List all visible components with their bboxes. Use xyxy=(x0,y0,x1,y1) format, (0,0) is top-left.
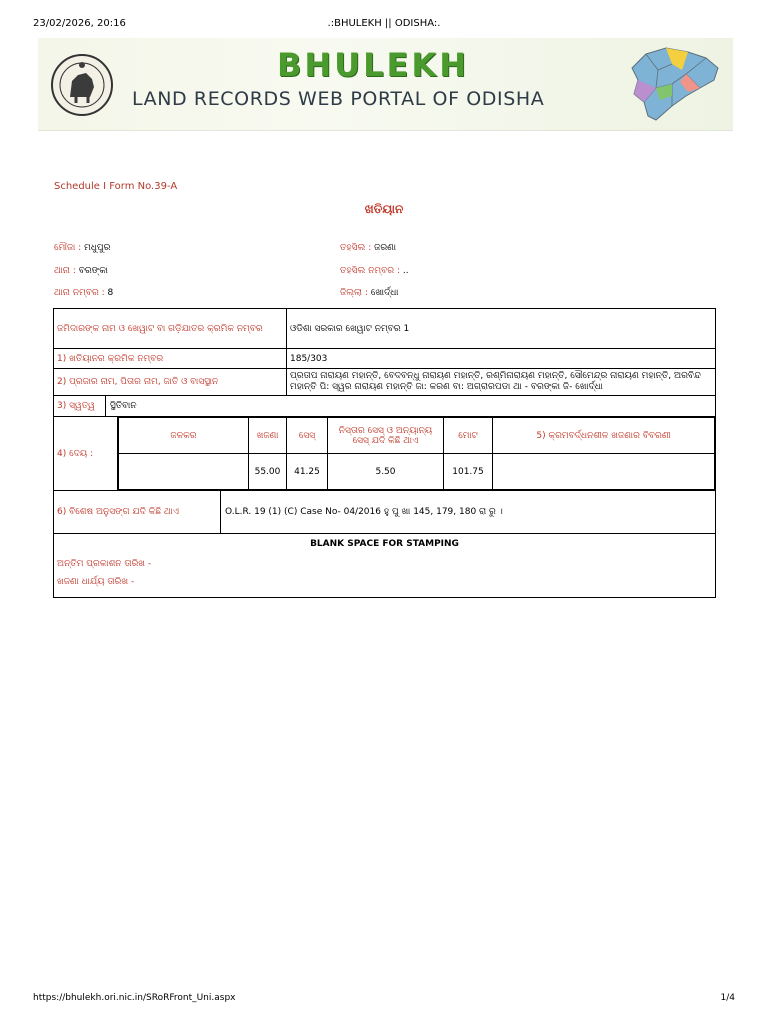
portal-banner xyxy=(38,38,733,131)
tahasil-number-label: ତହସିଲ ନମ୍ବର : xyxy=(340,266,401,276)
print-url: https://bhulekh.ori.nic.in/SRoRFront_Uni.aspx xyxy=(33,993,236,1003)
rent-header-nistar-cess: ନିସ୍ତାର ସେସ୍ ଓ ଅନ୍ୟାନ୍ୟ ସେସ୍ ଯଦି କିଛି ଥାଏ xyxy=(328,418,444,454)
special-remarks-label: 6) ବିଶେଷ ଅନୁସଙ୍ଗ ଯଦି କିଛି ଥାଏ xyxy=(54,491,221,533)
print-footer xyxy=(33,993,735,1007)
print-datetime: 23/02/2026, 20:16 xyxy=(33,18,126,29)
mouza-info xyxy=(54,243,110,253)
khatiyan-number-label: 1) ଖତିୟାନର କ୍ରମିକ ନମ୍ବର xyxy=(54,349,287,369)
rent-value-cess: 41.25 xyxy=(287,454,328,490)
rent-value-watercess xyxy=(119,454,249,490)
rent-header-khajana: ଖଜଣା xyxy=(249,418,287,454)
district-info xyxy=(340,288,398,298)
rent-label: 4) ଦେୟ : xyxy=(54,417,118,490)
odisha-map-icon xyxy=(626,44,726,128)
rights-label: 3) ସ୍ୱତ୍ୱ xyxy=(54,396,106,416)
rent-header-progressive: 5) କ୍ରମବର୍ଦ୍ଧନଶୀଳ ଖଜଣାର ବିବରଣୀ xyxy=(493,418,715,454)
mouza-label: ମୌଜା : xyxy=(54,243,82,253)
print-page-number: 1/4 xyxy=(720,993,735,1003)
thana-number-info xyxy=(54,288,113,298)
stamping-area xyxy=(54,534,716,598)
rent-value-total: 101.75 xyxy=(444,454,493,490)
thana-label: ଥାନା : xyxy=(54,266,76,276)
rent-fixation-date-label: ଖଜଣା ଧାର୍ଯ୍ୟ ତାରିଖ - xyxy=(57,577,135,587)
rent-header-total: ମୋଟ xyxy=(444,418,493,454)
rent-value-progressive xyxy=(493,454,715,490)
thana-number-label: ଥାନା ନମ୍ବର : xyxy=(54,288,105,298)
district-value: ଖୋର୍ଦ୍ଧା xyxy=(370,288,399,298)
thana-number-value: 8 xyxy=(107,288,114,298)
mouza-value: ମଧୁପୁର xyxy=(84,243,111,253)
document-title: ଖତିୟାନ xyxy=(364,202,404,216)
rights-value: ସ୍ଥିତିବାନ xyxy=(110,401,137,411)
brand-logo: BHULEKH xyxy=(277,46,469,84)
tahasil-value: ଜରଣା xyxy=(374,243,397,253)
stamp-title: BLANK SPACE FOR STAMPING xyxy=(310,539,459,549)
portal-title: LAND RECORDS WEB PORTAL OF ODISHA xyxy=(132,88,545,110)
khatiyan-table xyxy=(53,308,716,598)
final-publication-date-label: ଅନ୍ତିମ ପ୍ରକାଶନ ତାରିଖ - xyxy=(57,559,152,569)
tahasil-label: ତହସିଲ : xyxy=(340,243,372,253)
tahasil-number-value: .. xyxy=(402,266,409,276)
form-number: Schedule I Form No.39-A xyxy=(54,181,178,192)
rent-header-cess: ସେସ୍ xyxy=(287,418,328,454)
special-remarks-value: O.L.R. 19 (1) (C) Case No- 04/2016 ହୁ ପୁ ଖା 145, 179, 180 ରା ରୁ । xyxy=(225,507,503,517)
tenant-details-value: ପ୍ରତାପ ନାରାୟଣ ମହାନ୍ତି, ବେଦବନ୍ଧୁ ନାରାୟଣ ମହାନ୍ତି, ରଶ୍ମିନାରାୟଣ ମହାନ୍ତି, ସୌମେନ୍ଦ୍ର ନାରାୟଣ ମହାନ୍ତି, ଅରବିନ୍ଦ ମହାନ୍ତି ପି: ସ୍ୱର ନାରାୟଣ ମହାନ୍ତି ଜା: କରଣ ବା: ଅଗ୍ରାରପଡା ଥା - ବରଙ୍କା ଜି- ଖୋର୍ଦ୍ଧା xyxy=(287,369,716,396)
tahasil-info xyxy=(340,243,396,253)
rent-table xyxy=(118,417,715,490)
print-header xyxy=(33,18,735,32)
odisha-emblem-icon xyxy=(50,53,114,117)
print-window-title: .:BHULEKH || ODISHA:. xyxy=(327,18,441,29)
rights-row xyxy=(54,396,716,417)
tenant-details-label: 2) ପ୍ରଜାର ନାମ, ପିତାର ନାମ, ଜାତି ଓ ବାସସ୍ଥାନ xyxy=(54,369,287,396)
rent-row xyxy=(54,417,716,491)
khatiyan-number-value: 185/303 xyxy=(287,349,716,369)
thana-value: ବରଙ୍କା xyxy=(78,266,108,276)
rent-header-watercess: ଜଳକର xyxy=(119,418,249,454)
landlord-label: ଜମିଦାରଙ୍କ ନାମ ଓ ଖେୱାଟ ବା ଗଡ଼ିଯାତର କ୍ରମିକ ନମ୍ବର xyxy=(54,309,287,349)
special-remarks-row xyxy=(54,491,716,534)
thana-info xyxy=(54,266,108,276)
landlord-value: ଓଡିଶା ସରକାର ଖେୱାଟ ନମ୍ବର 1 xyxy=(287,309,716,349)
district-label: ଜିଲ୍ଲା : xyxy=(340,288,368,298)
rent-value-nistar-cess: 5.50 xyxy=(328,454,444,490)
tahasil-number-info xyxy=(340,266,409,276)
rent-value-khajana: 55.00 xyxy=(249,454,287,490)
